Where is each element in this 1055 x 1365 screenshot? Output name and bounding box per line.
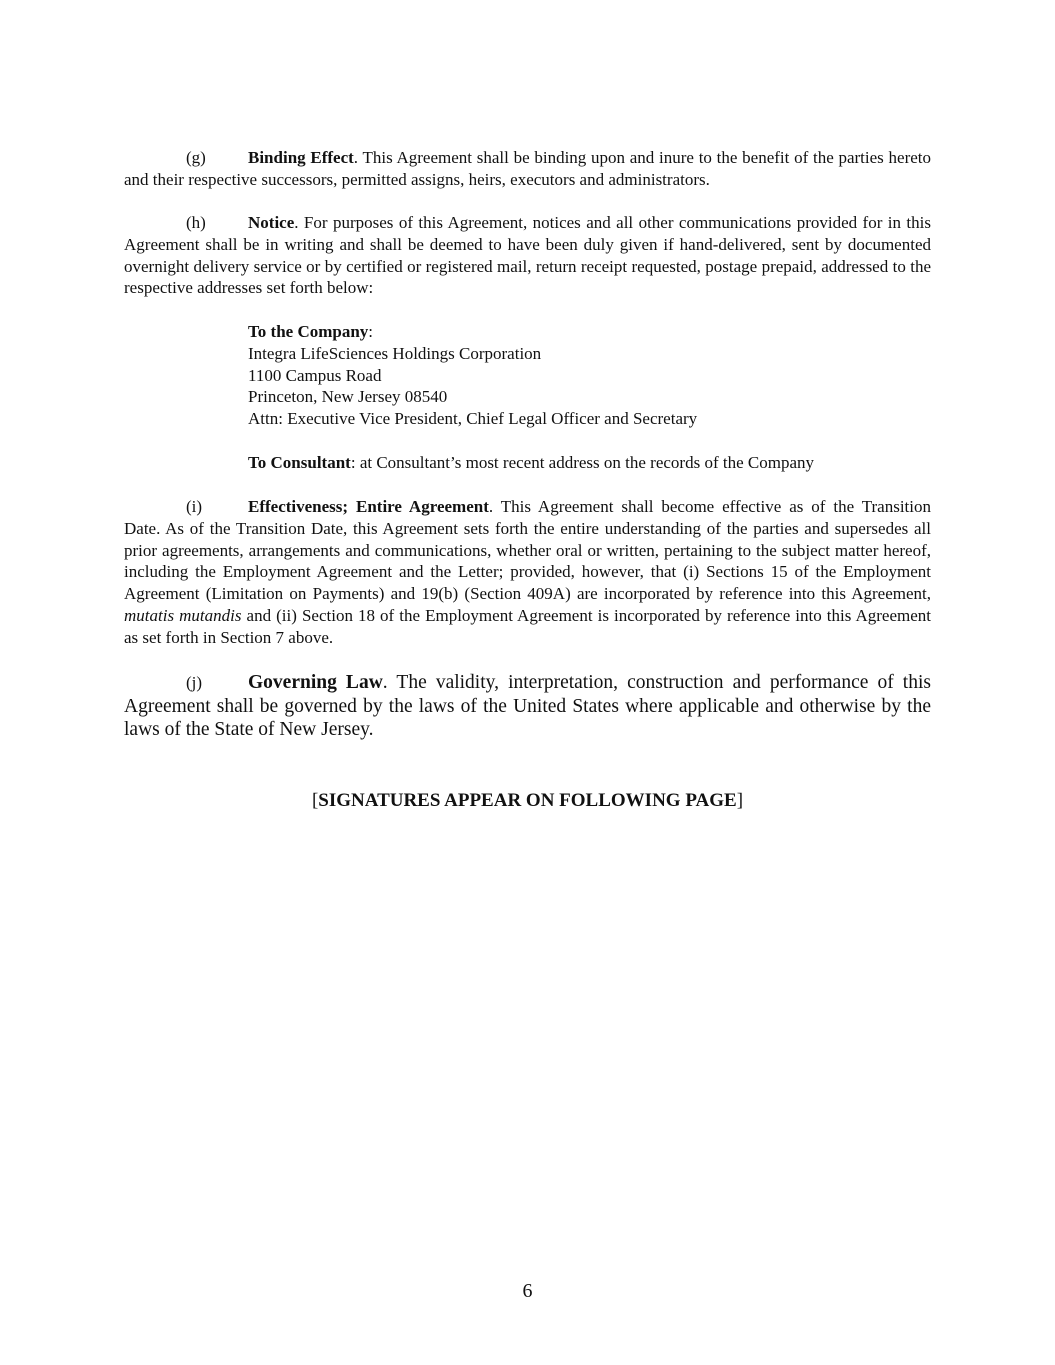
bracket-close: ] [736, 790, 744, 811]
section-number: (i) [186, 497, 203, 516]
section-text: . This Agreement shall be binding upon and inure to the benefit of the parties hereto and their respective successors, permitted assigns, heirs, executors and administrators. [124, 148, 931, 189]
consultant-label: To Consultant [248, 453, 351, 472]
section-number: (j) [186, 673, 203, 692]
section-heading: Governing Law [248, 672, 383, 693]
consultant-address [248, 452, 814, 474]
section-text: . This Agreement shall become effective as of the Transition Date. As of the Transition Date, this Agreement sets forth the entire understanding of the parties and supersedes all prior agreements, arrangements and communications, whether oral or written, pertaining to the subject matter hereof, including the Employment Agreement and the Letter; provided, however, that (i) Sections 15 of the Employment Agreement (Limitation on Payments) and 19(b) (Section 409A) are incorporated by reference into this Agreement, [124, 497, 931, 604]
bracket-open: [ [311, 790, 319, 811]
signatures-note [0, 790, 1055, 812]
company-address-block [248, 321, 948, 430]
section-number: (h) [186, 213, 206, 232]
section-h-notice [124, 212, 931, 299]
section-text: and (ii) Section 18 of the Employment Agreement is incorporated by reference into this Agreement as set forth in Section 7 above. [124, 605, 932, 647]
consultant-text: : at Consultant’s most recent address on the records of the Company [350, 453, 814, 472]
address-line: Attn: Executive Vice President, Chief Legal Officer and Secretary [248, 409, 698, 429]
section-i-entire-agreement [124, 496, 931, 649]
section-text: . For purposes of this Agreement, notices and all other communications provided for in this Agreement shall be in writing and shall be deemed to have been duly given if hand-delivered, sent by documented overnight delivery service or by certified or registered mail, return receipt requested, postage prepaid, addressed to the respective addresses set forth below: [124, 213, 931, 298]
company-label: To the Company [248, 322, 369, 341]
section-heading: Binding Effect [248, 148, 354, 167]
company-label-colon: : [368, 322, 374, 341]
address-line: Princeton, New Jersey 08540 [248, 387, 448, 407]
page-number: 6 [522, 1280, 533, 1302]
section-heading: Effectiveness; Entire Agreement [248, 497, 489, 516]
section-heading: Notice [248, 213, 295, 232]
section-text: . The validity, interpretation, construction and performance of this Agreement shall be governed by the laws of the United States where applicable and otherwise by the laws of the State of New Jersey. [124, 672, 931, 740]
address-line: 1100 Campus Road [248, 365, 382, 385]
section-g-binding-effect [124, 147, 931, 191]
signatures-note-text: SIGNATURES APPEAR ON FOLLOWING PAGE [318, 790, 737, 811]
section-j-governing-law [124, 671, 931, 742]
section-number: (g) [186, 148, 206, 167]
address-line: Integra LifeSciences Holdings Corporation [248, 343, 542, 363]
section-italic-text: mutatis mutandis [124, 605, 242, 625]
